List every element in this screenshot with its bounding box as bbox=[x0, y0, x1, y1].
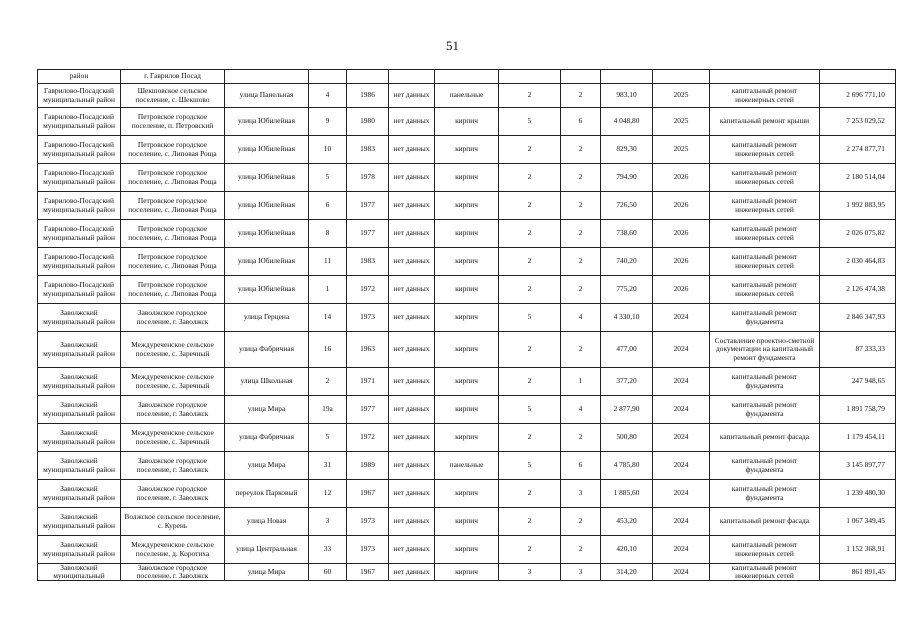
cell-build-year: 1977 bbox=[347, 192, 389, 220]
cell-work-type: капитальный ремонт фасада bbox=[710, 424, 820, 452]
cell-area: 829,30 bbox=[601, 136, 653, 164]
cell-cost: 1 067 349,45 bbox=[820, 508, 896, 536]
cell-plan-year: 2024 bbox=[653, 536, 710, 564]
cell-street: улица Фабричная bbox=[225, 332, 309, 368]
table-row-continuation bbox=[38, 70, 896, 84]
cell-area: 726,50 bbox=[601, 192, 653, 220]
table-row bbox=[38, 368, 896, 396]
cell-entrances: 6 bbox=[561, 108, 601, 136]
cell-cost: 1 152 368,91 bbox=[820, 536, 896, 564]
cell-district: Гаврилово-Посадский муниципальный район bbox=[38, 248, 121, 276]
cell-street: улица Фабричная bbox=[225, 424, 309, 452]
cell-cost: 861 891,45 bbox=[820, 564, 896, 581]
cell-build-year: 1978 bbox=[347, 164, 389, 192]
cell-floors: 5 bbox=[499, 304, 561, 332]
cell-house-number: 10 bbox=[309, 136, 347, 164]
cell-district: Заволжский муниципальный район bbox=[38, 304, 121, 332]
cell-no-data: нет данных bbox=[389, 84, 435, 108]
cell-empty bbox=[820, 70, 896, 84]
table-row bbox=[38, 508, 896, 536]
cell-no-data: нет данных bbox=[389, 424, 435, 452]
table-row bbox=[38, 84, 896, 108]
cell-wall-material: кирпич bbox=[435, 136, 499, 164]
cell-street: улица Юбилейная bbox=[225, 164, 309, 192]
cell-plan-year: 2024 bbox=[653, 424, 710, 452]
cell-cost: 247 948,65 bbox=[820, 368, 896, 396]
cell-plan-year: 2024 bbox=[653, 304, 710, 332]
cell-no-data: нет данных bbox=[389, 368, 435, 396]
housing-repair-table bbox=[37, 69, 896, 581]
cell-area: 2 877,90 bbox=[601, 396, 653, 424]
cell-plan-year: 2024 bbox=[653, 368, 710, 396]
cell-floors: 2 bbox=[499, 164, 561, 192]
cell-no-data: нет данных bbox=[389, 304, 435, 332]
cell-work-type: капитальный ремонт инженерных сетей bbox=[710, 84, 820, 108]
cell-floors: 2 bbox=[499, 480, 561, 508]
table-row bbox=[38, 396, 896, 424]
cell-no-data: нет данных bbox=[389, 248, 435, 276]
cell-plan-year: 2025 bbox=[653, 108, 710, 136]
cell-plan-year: 2024 bbox=[653, 396, 710, 424]
cell-wall-material: кирпич bbox=[435, 220, 499, 248]
cell-cost: 3 145 897,77 bbox=[820, 452, 896, 480]
cell-house-number: 16 bbox=[309, 332, 347, 368]
cell-house-number: 12 bbox=[309, 480, 347, 508]
cell-floors: 2 bbox=[499, 136, 561, 164]
cell-work-type: Составление проектно-сметной документации на капитальный ремонт фундамента bbox=[710, 332, 820, 368]
cell-floors: 2 bbox=[499, 220, 561, 248]
cell-work-type: капитальный ремонт фундамента bbox=[710, 304, 820, 332]
cell-build-year: 1983 bbox=[347, 136, 389, 164]
cell-no-data: нет данных bbox=[389, 452, 435, 480]
cell-district: Заволжский муниципальный район bbox=[38, 452, 121, 480]
cell-street: улица Мира bbox=[225, 452, 309, 480]
cell-work-type: капитальный ремонт инженерных сетей bbox=[710, 564, 820, 581]
cell-house-number: 5 bbox=[309, 164, 347, 192]
cell-street: улица Центральная bbox=[225, 536, 309, 564]
cell-house-number: 2 bbox=[309, 368, 347, 396]
cell-build-year: 1973 bbox=[347, 304, 389, 332]
cell-settlement: Междуреченское сельское поселение, д. Коротиха bbox=[121, 536, 225, 564]
cell-plan-year: 2025 bbox=[653, 136, 710, 164]
cell-empty bbox=[710, 70, 820, 84]
cell-work-type: капитальный ремонт инженерных сетей bbox=[710, 192, 820, 220]
cell-district: Заволжский муниципальный район bbox=[38, 536, 121, 564]
cell-wall-material: кирпич bbox=[435, 564, 499, 581]
cell-district: Гаврилово-Посадский муниципальный район bbox=[38, 84, 121, 108]
cell-area: 740,20 bbox=[601, 248, 653, 276]
cell-entrances: 2 bbox=[561, 164, 601, 192]
cell-house-number: 33 bbox=[309, 536, 347, 564]
cell-settlement: Петровское городское поселение, с. Липовая Роща bbox=[121, 220, 225, 248]
cell-floors: 2 bbox=[499, 508, 561, 536]
cell-build-year: 1972 bbox=[347, 424, 389, 452]
cell-work-type: капитальный ремонт фундамента bbox=[710, 396, 820, 424]
cell-settlement: Шекшовское сельское поселение, с. Шекшово bbox=[121, 84, 225, 108]
cell-empty bbox=[389, 70, 435, 84]
cell-floors: 5 bbox=[499, 452, 561, 480]
cell-entrances: 3 bbox=[561, 480, 601, 508]
cell-no-data: нет данных bbox=[389, 192, 435, 220]
cell-no-data: нет данных bbox=[389, 220, 435, 248]
cell-build-year: 1973 bbox=[347, 508, 389, 536]
cell-plan-year: 2024 bbox=[653, 564, 710, 581]
cell-entrances: 3 bbox=[561, 564, 601, 581]
cell-street: улица Юбилейная bbox=[225, 136, 309, 164]
table-row bbox=[38, 564, 896, 581]
cell-settlement: Петровское городское поселение, с. Липовая Роща bbox=[121, 276, 225, 304]
cell-work-type: капитальный ремонт инженерных сетей bbox=[710, 220, 820, 248]
cell-cost: 7 253 029,52 bbox=[820, 108, 896, 136]
cell-empty bbox=[225, 70, 309, 84]
cell-empty bbox=[309, 70, 347, 84]
cell-settlement: Петровское городское поселение, п. Петровский bbox=[121, 108, 225, 136]
cell-street: улица Юбилейная bbox=[225, 276, 309, 304]
cell-street: улица Мира bbox=[225, 396, 309, 424]
cell-build-year: 1977 bbox=[347, 220, 389, 248]
cell-work-type: капитальный ремонт инженерных сетей bbox=[710, 536, 820, 564]
page-number: 51 bbox=[446, 38, 459, 53]
table-row bbox=[38, 220, 896, 248]
cell-cost: 1 239 480,30 bbox=[820, 480, 896, 508]
cell-no-data: нет данных bbox=[389, 332, 435, 368]
table-row bbox=[38, 164, 896, 192]
cell-district: Гаврилово-Посадский муниципальный район bbox=[38, 164, 121, 192]
cell-house-number: 4 bbox=[309, 84, 347, 108]
cell-entrances: 2 bbox=[561, 136, 601, 164]
cell-entrances: 2 bbox=[561, 220, 601, 248]
cell-area: 500,80 bbox=[601, 424, 653, 452]
cell-empty bbox=[653, 70, 710, 84]
table-row bbox=[38, 192, 896, 220]
cell-plan-year: 2026 bbox=[653, 220, 710, 248]
cell-settlement: Заволжское городское поселение, г. Заволжск bbox=[121, 304, 225, 332]
cell-work-type: капитальный ремонт фундамента bbox=[710, 452, 820, 480]
cell-settlement: Заволжское городское поселение, г. Заволжск bbox=[121, 480, 225, 508]
cell-district: Заволжский муниципальный bbox=[38, 564, 121, 581]
cell-entrances: 2 bbox=[561, 536, 601, 564]
cell-wall-material: кирпич bbox=[435, 248, 499, 276]
table-row bbox=[38, 304, 896, 332]
cell-no-data: нет данных bbox=[389, 564, 435, 581]
table-row bbox=[38, 536, 896, 564]
cell-area: 4 785,80 bbox=[601, 452, 653, 480]
cell-cost: 2 030 464,83 bbox=[820, 248, 896, 276]
cell-area: 1 885,60 bbox=[601, 480, 653, 508]
cell-empty bbox=[561, 70, 601, 84]
cell-plan-year: 2024 bbox=[653, 452, 710, 480]
cell-district: Гаврилово-Посадский муниципальный район bbox=[38, 136, 121, 164]
cell-street: улица Новая bbox=[225, 508, 309, 536]
cell-street: улица Мира bbox=[225, 564, 309, 581]
cell-build-year: 1977 bbox=[347, 396, 389, 424]
cell-work-type: капитальный ремонт инженерных сетей bbox=[710, 276, 820, 304]
cell-work-type: капитальный ремонт крыши bbox=[710, 108, 820, 136]
cell-floors: 2 bbox=[499, 536, 561, 564]
cell-plan-year: 2025 bbox=[653, 84, 710, 108]
cell-build-year: 1973 bbox=[347, 536, 389, 564]
cell-floors: 2 bbox=[499, 276, 561, 304]
cell-build-year: 1986 bbox=[347, 84, 389, 108]
table-row bbox=[38, 452, 896, 480]
cell-floors: 2 bbox=[499, 368, 561, 396]
cell-settlement: Междуреченское сельское поселение, с. Заречный bbox=[121, 332, 225, 368]
cell-wall-material: кирпич bbox=[435, 332, 499, 368]
cell-area: 775,20 bbox=[601, 276, 653, 304]
cell-house-number: 9 bbox=[309, 108, 347, 136]
cell-area: 314,20 bbox=[601, 564, 653, 581]
cell-no-data: нет данных bbox=[389, 108, 435, 136]
cell-empty bbox=[499, 70, 561, 84]
cell-plan-year: 2024 bbox=[653, 480, 710, 508]
cell-street: улица Юбилейная bbox=[225, 248, 309, 276]
cell-plan-year: 2026 bbox=[653, 164, 710, 192]
cell-wall-material: кирпич bbox=[435, 368, 499, 396]
cell-settlement: Петровское городское поселение, с. Липовая Роща bbox=[121, 192, 225, 220]
table-row bbox=[38, 332, 896, 368]
cell-district: Гаврилово-Посадский муниципальный район bbox=[38, 276, 121, 304]
cell-cost: 2 126 474,38 bbox=[820, 276, 896, 304]
cell-plan-year: 2024 bbox=[653, 508, 710, 536]
cell-cost: 2 846 347,93 bbox=[820, 304, 896, 332]
cell-house-number: 3 bbox=[309, 508, 347, 536]
cell-floors: 2 bbox=[499, 84, 561, 108]
cell-plan-year: 2026 bbox=[653, 248, 710, 276]
cell-build-year: 1963 bbox=[347, 332, 389, 368]
cell-street: улица Панельная bbox=[225, 84, 309, 108]
cell-no-data: нет данных bbox=[389, 396, 435, 424]
cell-no-data: нет данных bbox=[389, 536, 435, 564]
cell-work-type: капитальный ремонт инженерных сетей bbox=[710, 136, 820, 164]
cell-wall-material: кирпич bbox=[435, 304, 499, 332]
cell-work-type: капитальный ремонт фундамента bbox=[710, 480, 820, 508]
cell-build-year: 1983 bbox=[347, 248, 389, 276]
cell-wall-material: кирпич bbox=[435, 424, 499, 452]
cell-house-number: 60 bbox=[309, 564, 347, 581]
cell-no-data: нет данных bbox=[389, 276, 435, 304]
cell-district: Заволжский муниципальный район bbox=[38, 480, 121, 508]
cell-district: Заволжский муниципальный район bbox=[38, 368, 121, 396]
cell-house-number: 14 bbox=[309, 304, 347, 332]
cell-street: улица Школьная bbox=[225, 368, 309, 396]
cell-house-number: 11 bbox=[309, 248, 347, 276]
cell-entrances: 2 bbox=[561, 248, 601, 276]
cell-no-data: нет данных bbox=[389, 164, 435, 192]
cell-street: переулок Парковый bbox=[225, 480, 309, 508]
cell-street: улица Юбилейная bbox=[225, 192, 309, 220]
cell-area: 4 048,80 bbox=[601, 108, 653, 136]
cell-district: Заволжский муниципальный район bbox=[38, 424, 121, 452]
cell-floors: 2 bbox=[499, 424, 561, 452]
cell-house-number: 6 bbox=[309, 192, 347, 220]
cell-district: Заволжский муниципальный район bbox=[38, 508, 121, 536]
cell-entrances: 2 bbox=[561, 192, 601, 220]
cell-cost: 1 992 883,95 bbox=[820, 192, 896, 220]
cell-cost: 1 179 454,11 bbox=[820, 424, 896, 452]
cell-area: 420,10 bbox=[601, 536, 653, 564]
cell-house-number: 19а bbox=[309, 396, 347, 424]
cell-district: Заволжский муниципальный район bbox=[38, 396, 121, 424]
cell-district: Заволжский муниципальный район bbox=[38, 332, 121, 368]
cell-area: 477,00 bbox=[601, 332, 653, 368]
table-row bbox=[38, 276, 896, 304]
cell-entrances: 4 bbox=[561, 396, 601, 424]
cell-area: 377,20 bbox=[601, 368, 653, 396]
cell-build-year: 1980 bbox=[347, 108, 389, 136]
table-row bbox=[38, 108, 896, 136]
cell-cost: 1 891 758,79 bbox=[820, 396, 896, 424]
cell-plan-year: 2026 bbox=[653, 276, 710, 304]
cell-cost: 2 180 514,04 bbox=[820, 164, 896, 192]
cell-plan-year: 2024 bbox=[653, 332, 710, 368]
cell-district: район bbox=[38, 70, 121, 84]
cell-settlement: г. Гаврилов Посад bbox=[121, 70, 225, 84]
cell-work-type: капитальный ремонт фундамента bbox=[710, 368, 820, 396]
cell-no-data: нет данных bbox=[389, 480, 435, 508]
table-row bbox=[38, 424, 896, 452]
cell-wall-material: панельные bbox=[435, 84, 499, 108]
cell-wall-material: панельные bbox=[435, 452, 499, 480]
cell-area: 983,10 bbox=[601, 84, 653, 108]
cell-floors: 2 bbox=[499, 332, 561, 368]
cell-settlement: Петровское городское поселение, с. Липовая Роща bbox=[121, 248, 225, 276]
cell-build-year: 1972 bbox=[347, 276, 389, 304]
cell-area: 738,60 bbox=[601, 220, 653, 248]
cell-empty bbox=[347, 70, 389, 84]
cell-entrances: 1 bbox=[561, 368, 601, 396]
cell-entrances: 4 bbox=[561, 304, 601, 332]
cell-plan-year: 2026 bbox=[653, 192, 710, 220]
cell-empty bbox=[601, 70, 653, 84]
cell-build-year: 1967 bbox=[347, 480, 389, 508]
cell-settlement: Междуреченское сельское поселение, с. Заречный bbox=[121, 368, 225, 396]
cell-floors: 5 bbox=[499, 396, 561, 424]
cell-wall-material: кирпич bbox=[435, 108, 499, 136]
cell-district: Гаврилово-Посадский муниципальный район bbox=[38, 220, 121, 248]
cell-floors: 2 bbox=[499, 248, 561, 276]
cell-wall-material: кирпич bbox=[435, 192, 499, 220]
cell-work-type: капитальный ремонт фасада bbox=[710, 508, 820, 536]
cell-entrances: 2 bbox=[561, 332, 601, 368]
cell-settlement: Петровское городское поселение, с. Липовая Роща bbox=[121, 136, 225, 164]
cell-no-data: нет данных bbox=[389, 136, 435, 164]
cell-street: улица Юбилейная bbox=[225, 220, 309, 248]
cell-settlement: Петровское городское поселение, с. Липовая Роща bbox=[121, 164, 225, 192]
cell-work-type: капитальный ремонт инженерных сетей bbox=[710, 164, 820, 192]
cell-floors: 5 bbox=[499, 108, 561, 136]
cell-entrances: 6 bbox=[561, 452, 601, 480]
cell-wall-material: кирпич bbox=[435, 480, 499, 508]
cell-floors: 2 bbox=[499, 192, 561, 220]
cell-wall-material: кирпич bbox=[435, 164, 499, 192]
cell-house-number: 1 bbox=[309, 276, 347, 304]
cell-street: улица Юбилейная bbox=[225, 108, 309, 136]
cell-house-number: 8 bbox=[309, 220, 347, 248]
cell-settlement: Междуреченское сельское поселение, с. Заречный bbox=[121, 424, 225, 452]
cell-cost: 2 274 877,71 bbox=[820, 136, 896, 164]
cell-entrances: 2 bbox=[561, 84, 601, 108]
cell-build-year: 1967 bbox=[347, 564, 389, 581]
cell-cost: 2 026 075,82 bbox=[820, 220, 896, 248]
table-row bbox=[38, 248, 896, 276]
cell-build-year: 1989 bbox=[347, 452, 389, 480]
cell-cost: 2 696 771,10 bbox=[820, 84, 896, 108]
cell-entrances: 2 bbox=[561, 424, 601, 452]
cell-settlement: Заволжское городское поселение, г. Заволжск bbox=[121, 452, 225, 480]
cell-entrances: 2 bbox=[561, 276, 601, 304]
cell-settlement: Заволжское городское поселение, г. Заволжск bbox=[121, 564, 225, 581]
cell-area: 453,20 bbox=[601, 508, 653, 536]
cell-wall-material: кирпич bbox=[435, 508, 499, 536]
cell-house-number: 5 bbox=[309, 424, 347, 452]
table-row bbox=[38, 136, 896, 164]
cell-wall-material: кирпич bbox=[435, 276, 499, 304]
cell-build-year: 1971 bbox=[347, 368, 389, 396]
cell-wall-material: кирпич bbox=[435, 536, 499, 564]
cell-area: 4 330,10 bbox=[601, 304, 653, 332]
cell-settlement: Заволжское городское поселение, г. Заволжск bbox=[121, 396, 225, 424]
cell-district: Гаврилово-Посадский муниципальный район bbox=[38, 108, 121, 136]
cell-street: улица Герцена bbox=[225, 304, 309, 332]
cell-no-data: нет данных bbox=[389, 508, 435, 536]
cell-house-number: 31 bbox=[309, 452, 347, 480]
cell-entrances: 2 bbox=[561, 508, 601, 536]
cell-area: 794,90 bbox=[601, 164, 653, 192]
cell-work-type: капитальный ремонт инженерных сетей bbox=[710, 248, 820, 276]
cell-settlement: Волжское сельское поселение, с. Курень bbox=[121, 508, 225, 536]
cell-floors: 3 bbox=[499, 564, 561, 581]
cell-cost: 87 333,33 bbox=[820, 332, 896, 368]
cell-wall-material: кирпич bbox=[435, 396, 499, 424]
cell-district: Гаврилово-Посадский муниципальный район bbox=[38, 192, 121, 220]
table-row bbox=[38, 480, 896, 508]
cell-empty bbox=[435, 70, 499, 84]
